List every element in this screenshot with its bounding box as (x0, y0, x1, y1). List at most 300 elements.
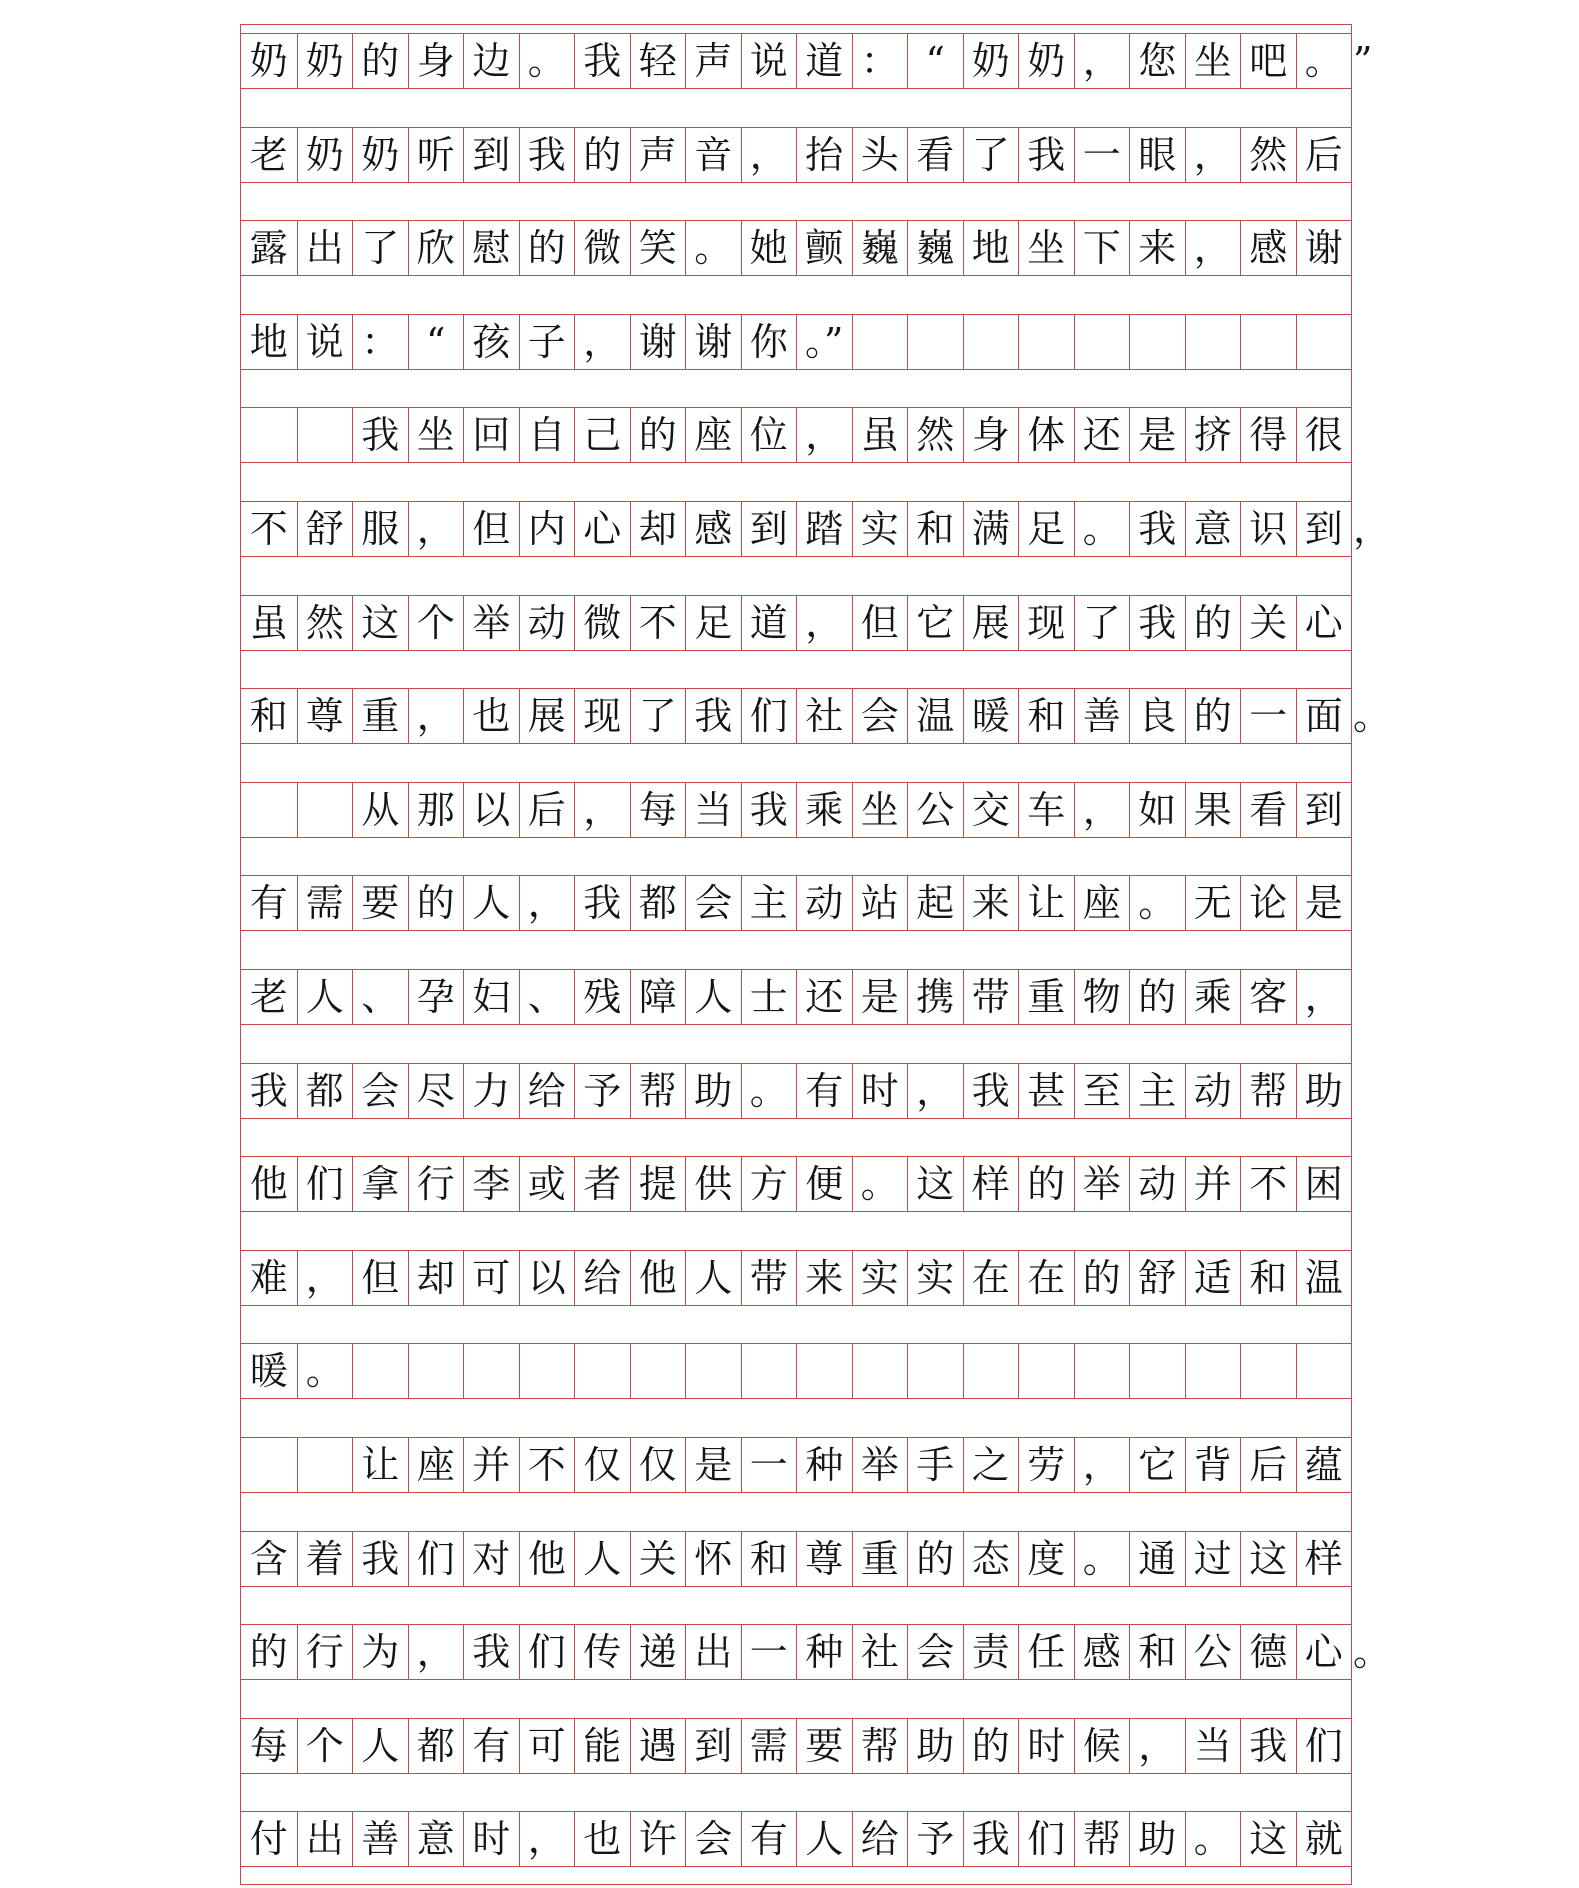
grid-cell: 一 (741, 1438, 797, 1492)
grid-cell: 吧 (1240, 34, 1296, 88)
grid-cell (907, 315, 963, 369)
grid-cell: 助 (685, 1064, 741, 1118)
grid-cell: 人 (352, 1719, 408, 1773)
grid-cell: 我 (519, 128, 575, 182)
grid-cell: 举 (852, 1438, 908, 1492)
grid-cell: ， (1185, 128, 1241, 182)
grid-cell: 时 (852, 1064, 908, 1118)
grid-cell: 出 (297, 1812, 353, 1866)
grid-cell: 我 (963, 1064, 1019, 1118)
grid-cell: ， (907, 1064, 963, 1118)
grid-cell: 举 (463, 596, 519, 650)
grid-cell: 和 (1129, 1625, 1185, 1679)
grid-cell: 和 (1018, 689, 1074, 743)
grid-cell (852, 315, 908, 369)
grid-cell (796, 1344, 852, 1398)
grid-cell: 助 (1129, 1812, 1185, 1866)
grid-cell: 孩 (463, 315, 519, 369)
grid-cell: 。 (1074, 502, 1130, 556)
grid-cell: ， (519, 876, 575, 930)
grid-cell: 他 (519, 1532, 575, 1586)
grid-cell (574, 1344, 630, 1398)
grid-cell: 态 (963, 1532, 1019, 1586)
grid-cell: 奶 (963, 34, 1019, 88)
grid-cell: 行 (408, 1157, 464, 1211)
grid-cell: ， (796, 596, 852, 650)
grid-cell: 的 (1185, 596, 1241, 650)
grid-cell: ： (352, 315, 408, 369)
grid-cell: 可 (463, 1251, 519, 1305)
grid-cell: 抬 (796, 128, 852, 182)
grid-cell: 到 (685, 1719, 741, 1773)
grid-cell: 主 (1129, 1064, 1185, 1118)
grid-cell: 帮 (630, 1064, 686, 1118)
grid-cell: 地 (249, 319, 288, 364)
grid-cell (297, 1438, 353, 1492)
grid-cell: 站 (852, 876, 908, 930)
hanging-punctuation: ， (1353, 507, 1392, 551)
grid-cell: 不 (519, 1438, 575, 1492)
grid-cell: 不 (1240, 1157, 1296, 1211)
grid-cell: 我 (352, 1532, 408, 1586)
grid-cell: 我 (1240, 1719, 1296, 1773)
grid-cell: 行 (297, 1625, 353, 1679)
grid-cell: 内 (519, 502, 575, 556)
grid-cell (907, 1344, 963, 1398)
grid-cell: 它 (1129, 1438, 1185, 1492)
grid-cell: 我 (1129, 596, 1185, 650)
grid-cell: 责 (963, 1625, 1019, 1679)
grid-cell: 乘 (796, 783, 852, 837)
manuscript-row (241, 407, 1351, 463)
grid-cell: 得 (1240, 408, 1296, 462)
grid-cell: 无 (1185, 876, 1241, 930)
grid-cell: 过 (1185, 1532, 1241, 1586)
grid-cell: 很 (1296, 408, 1352, 462)
grid-cell: 这 (907, 1157, 963, 1211)
grid-cell: 一 (1074, 128, 1130, 182)
grid-cell: 样 (1296, 1532, 1352, 1586)
grid-cell: 我 (249, 1068, 288, 1113)
grid-cell: 到 (463, 128, 519, 182)
grid-cell: 手 (907, 1438, 963, 1492)
grid-cell: 帮 (1074, 1812, 1130, 1866)
grid-cell: 体 (1018, 408, 1074, 462)
grid-cell (1129, 315, 1185, 369)
grid-cell: 公 (1185, 1625, 1241, 1679)
grid-cell: 来 (963, 876, 1019, 930)
grid-cell: 感 (1074, 1625, 1130, 1679)
grid-cell: “ (907, 34, 963, 88)
grid-cell: 看 (907, 128, 963, 182)
grid-cell: 客 (1240, 970, 1296, 1024)
manuscript-row (241, 688, 1392, 744)
grid-cell: 予 (907, 1812, 963, 1866)
grid-cell: 从 (352, 783, 408, 837)
grid-cell: 实 (852, 1251, 908, 1305)
grid-cell (963, 315, 1019, 369)
grid-cell: ， (1296, 970, 1352, 1024)
grid-cell: ， (574, 783, 630, 837)
grid-cell: 展 (519, 689, 575, 743)
grid-cell: 展 (963, 596, 1019, 650)
grid-cell: 个 (408, 596, 464, 650)
grid-cell: 给 (519, 1064, 575, 1118)
grid-cell (1296, 1344, 1352, 1398)
grid-cell: 种 (796, 1438, 852, 1492)
hanging-punctuation: 。 (1353, 1630, 1392, 1675)
grid-cell: 谢 (685, 315, 741, 369)
grid-cell: 并 (1185, 1157, 1241, 1211)
grid-cell: 坐 (1018, 221, 1074, 275)
grid-cell: 足 (1018, 502, 1074, 556)
grid-cell: 当 (685, 783, 741, 837)
grid-cell: 会 (907, 1625, 963, 1679)
grid-cell: 重 (852, 1532, 908, 1586)
grid-cell (1240, 315, 1296, 369)
grid-cell: 物 (1074, 970, 1130, 1024)
grid-cell: 。 (741, 1064, 797, 1118)
grid-cell: 却 (630, 502, 686, 556)
grid-cell: 仅 (574, 1438, 630, 1492)
grid-cell: 果 (1185, 783, 1241, 837)
grid-cell: 每 (249, 1723, 288, 1768)
grid-cell: ， (741, 128, 797, 182)
grid-cell: 我 (963, 1812, 1019, 1866)
grid-cell: 怀 (685, 1532, 741, 1586)
grid-cell: 以 (519, 1251, 575, 1305)
grid-cell: 要 (352, 876, 408, 930)
manuscript-row (241, 595, 1351, 651)
grid-cell: 背 (1185, 1438, 1241, 1492)
grid-cell (1074, 315, 1130, 369)
grid-cell: 足 (685, 596, 741, 650)
grid-cell: 会 (685, 876, 741, 930)
grid-cell: 在 (1018, 1251, 1074, 1305)
grid-cell (463, 1344, 519, 1398)
grid-cell: 奶 (352, 128, 408, 182)
grid-cell: 给 (574, 1251, 630, 1305)
grid-cell: 方 (741, 1157, 797, 1211)
grid-cell: 来 (796, 1251, 852, 1305)
grid-cell: 边 (463, 34, 519, 88)
grid-cell: 听 (408, 128, 464, 182)
grid-cell: 候 (1074, 1719, 1130, 1773)
hanging-punctuation: 。 (1353, 694, 1392, 739)
manuscript-row (241, 1437, 1351, 1493)
grid-cell: 出 (297, 221, 353, 275)
grid-cell: 。 (685, 221, 741, 275)
grid-cell: 时 (463, 1812, 519, 1866)
grid-cell: ： (852, 34, 908, 88)
grid-cell: 。 (519, 34, 575, 88)
manuscript-row (241, 1811, 1351, 1867)
grid-cell: 可 (519, 1719, 575, 1773)
grid-cell: 颤 (796, 221, 852, 275)
grid-cell: 是 (1129, 408, 1185, 462)
grid-cell: 实 (907, 1251, 963, 1305)
grid-cell: 了 (352, 221, 408, 275)
grid-cell: 度 (1018, 1532, 1074, 1586)
manuscript-row (241, 1624, 1392, 1680)
grid-cell: 的 (249, 1630, 288, 1675)
grid-cell: 这 (1240, 1532, 1296, 1586)
grid-cell: 任 (1018, 1625, 1074, 1679)
grid-cell (1074, 1344, 1130, 1398)
grid-cell: 良 (1129, 689, 1185, 743)
grid-cell: 们 (408, 1532, 464, 1586)
grid-cell: 不 (249, 507, 288, 551)
grid-cell: 动 (519, 596, 575, 650)
grid-cell: 都 (630, 876, 686, 930)
grid-cell (519, 1344, 575, 1398)
grid-cell: 回 (463, 408, 519, 462)
manuscript-row (241, 1063, 1351, 1119)
grid-cell: 坐 (852, 783, 908, 837)
grid-cell: 有 (796, 1064, 852, 1118)
grid-cell: 们 (1296, 1719, 1352, 1773)
grid-cell: 的 (1185, 689, 1241, 743)
manuscript-row (241, 875, 1351, 931)
grid-cell: 和 (1240, 1251, 1296, 1305)
grid-cell: 人 (574, 1532, 630, 1586)
grid-cell: 微 (574, 221, 630, 275)
grid-cell: 和 (741, 1532, 797, 1586)
grid-cell: 微 (574, 596, 630, 650)
grid-cell: 出 (685, 1625, 741, 1679)
grid-cell: 甚 (1018, 1064, 1074, 1118)
grid-cell: 然 (297, 596, 353, 650)
grid-cell: 的 (907, 1532, 963, 1586)
grid-cell (1018, 315, 1074, 369)
grid-cell: 尽 (408, 1064, 464, 1118)
grid-cell: 位 (741, 408, 797, 462)
grid-cell: 动 (1129, 1157, 1185, 1211)
grid-cell: 的 (352, 34, 408, 88)
grid-cell: 奶 (249, 39, 288, 83)
grid-cell: 我 (741, 783, 797, 837)
grid-cell: 我 (1018, 128, 1074, 182)
grid-cell: 乘 (1185, 970, 1241, 1024)
grid-cell: ， (519, 1812, 575, 1866)
grid-cell: 一 (1240, 689, 1296, 743)
grid-cell: ， (574, 315, 630, 369)
grid-cell: 会 (852, 689, 908, 743)
grid-cell: 动 (1185, 1064, 1241, 1118)
grid-cell: 后 (1296, 128, 1352, 182)
grid-cell: 社 (852, 1625, 908, 1679)
grid-cell: 音 (685, 128, 741, 182)
grid-cell: 的 (630, 408, 686, 462)
grid-cell: 便 (796, 1157, 852, 1211)
grid-cell: 力 (463, 1064, 519, 1118)
grid-cell: 身 (963, 408, 1019, 462)
grid-cell: 还 (796, 970, 852, 1024)
grid-cell: 有 (249, 881, 288, 926)
grid-cell: 要 (796, 1719, 852, 1773)
grid-cell: 奶 (297, 34, 353, 88)
grid-cell (1296, 315, 1352, 369)
grid-cell: 她 (741, 221, 797, 275)
grid-cell: 然 (907, 408, 963, 462)
grid-cell: 关 (630, 1532, 686, 1586)
grid-cell: 善 (352, 1812, 408, 1866)
grid-cell: 障 (630, 970, 686, 1024)
grid-cell: 我 (352, 408, 408, 462)
grid-cell: 心 (1296, 1625, 1352, 1679)
grid-cell: ， (796, 408, 852, 462)
grid-cell: 我 (685, 689, 741, 743)
grid-cell: ， (1074, 34, 1130, 88)
hanging-punctuation: ” (1353, 39, 1373, 83)
grid-cell: 暖 (249, 1349, 288, 1394)
grid-cell: 到 (1296, 502, 1352, 556)
grid-cell: ， (1129, 1719, 1185, 1773)
grid-cell: 给 (852, 1812, 908, 1866)
grid-cell: 不 (630, 596, 686, 650)
grid-cell: 起 (907, 876, 963, 930)
grid-cell: 劳 (1018, 1438, 1074, 1492)
grid-cell: 当 (1185, 1719, 1241, 1773)
grid-cell: 奶 (297, 128, 353, 182)
grid-cell: 挤 (1185, 408, 1241, 462)
grid-cell: 踏 (796, 502, 852, 556)
grid-cell: 座 (685, 408, 741, 462)
grid-cell (1018, 1344, 1074, 1398)
manuscript-row (241, 1343, 1351, 1399)
grid-cell: 助 (1296, 1064, 1352, 1118)
grid-cell: ， (297, 1251, 353, 1305)
grid-cell: 识 (1240, 502, 1296, 556)
grid-cell: 予 (574, 1064, 630, 1118)
grid-cell: 以 (463, 783, 519, 837)
grid-cell: 舒 (297, 502, 353, 556)
grid-cell: 者 (574, 1157, 630, 1211)
grid-cell: 尊 (297, 689, 353, 743)
grid-cell: 助 (907, 1719, 963, 1773)
grid-cell: 道 (741, 596, 797, 650)
grid-cell: 为 (352, 1625, 408, 1679)
grid-cell: 谢 (1296, 221, 1352, 275)
grid-cell: 通 (1129, 1532, 1185, 1586)
grid-cell: 您 (1129, 34, 1185, 88)
grid-cell: 们 (519, 1625, 575, 1679)
grid-cell: 道 (796, 34, 852, 88)
grid-cell: 是 (852, 970, 908, 1024)
grid-cell: 对 (463, 1532, 519, 1586)
grid-cell (1240, 1344, 1296, 1398)
grid-cell: “ (408, 315, 464, 369)
grid-cell (630, 1344, 686, 1398)
grid-cell: 的 (519, 221, 575, 275)
grid-cell: 个 (297, 1719, 353, 1773)
grid-cell: 来 (1129, 221, 1185, 275)
grid-cell: 人 (685, 970, 741, 1024)
manuscript-row (241, 1156, 1351, 1212)
grid-cell: 也 (463, 689, 519, 743)
grid-cell: 意 (1185, 502, 1241, 556)
grid-cell: 难 (249, 1255, 288, 1300)
grid-cell: 然 (1240, 128, 1296, 182)
manuscript-row (241, 33, 1373, 89)
grid-cell: 还 (1074, 408, 1130, 462)
grid-cell: 虽 (249, 600, 288, 645)
grid-cell (1185, 1344, 1241, 1398)
grid-cell: 是 (1296, 876, 1352, 930)
grid-cell: 德 (1240, 1625, 1296, 1679)
grid-cell (685, 1344, 741, 1398)
grid-cell: 但 (852, 596, 908, 650)
grid-cell: 样 (963, 1157, 1019, 1211)
grid-cell: 坐 (1185, 34, 1241, 88)
grid-cell: 让 (1018, 876, 1074, 930)
grid-cell: 坐 (408, 408, 464, 462)
grid-cell: 许 (630, 1812, 686, 1866)
grid-cell: 了 (630, 689, 686, 743)
grid-cell: 着 (297, 1532, 353, 1586)
grid-cell (241, 1438, 297, 1492)
grid-cell: 。” (796, 315, 852, 369)
grid-cell: 重 (352, 689, 408, 743)
grid-cell: ， (1185, 221, 1241, 275)
grid-cell: 后 (1240, 1438, 1296, 1492)
grid-cell: 的 (1074, 1251, 1130, 1305)
grid-cell: 人 (463, 876, 519, 930)
grid-cell: 但 (463, 502, 519, 556)
grid-cell: 服 (352, 502, 408, 556)
grid-cell: 但 (352, 1251, 408, 1305)
grid-cell: 蕴 (1296, 1438, 1352, 1492)
grid-cell: 是 (685, 1438, 741, 1492)
grid-cell: 慰 (463, 221, 519, 275)
grid-cell: 公 (907, 783, 963, 837)
grid-cell: 提 (630, 1157, 686, 1211)
grid-cell: 你 (741, 315, 797, 369)
grid-cell: 轻 (630, 34, 686, 88)
grid-cell: 感 (1240, 221, 1296, 275)
grid-cell: 之 (963, 1438, 1019, 1492)
grid-cell: ， (408, 502, 464, 556)
grid-cell: 的 (574, 128, 630, 182)
grid-cell: 舒 (1129, 1251, 1185, 1305)
grid-cell: 说 (297, 315, 353, 369)
grid-cell: 了 (1074, 596, 1130, 650)
grid-cell: 付 (249, 1817, 288, 1862)
grid-cell: 意 (408, 1812, 464, 1866)
grid-cell: 座 (1074, 876, 1130, 930)
grid-cell (963, 1344, 1019, 1398)
grid-cell: 巍 (907, 221, 963, 275)
grid-cell: 它 (907, 596, 963, 650)
grid-cell: 感 (685, 502, 741, 556)
grid-cell: 人 (297, 970, 353, 1024)
grid-cell: 。 (1296, 34, 1352, 88)
grid-cell: 自 (519, 408, 575, 462)
grid-cell: ， (1074, 783, 1130, 837)
grid-cell: 谢 (630, 315, 686, 369)
grid-cell: 、 (519, 970, 575, 1024)
grid-cell: 会 (685, 1812, 741, 1866)
grid-cell: 拿 (352, 1157, 408, 1211)
grid-cell: 带 (963, 970, 1019, 1024)
grid-cell: 了 (963, 128, 1019, 182)
grid-cell: 和 (907, 502, 963, 556)
grid-cell: 困 (1296, 1157, 1352, 1211)
grid-cell: 现 (1018, 596, 1074, 650)
grid-cell: 并 (463, 1438, 519, 1492)
grid-cell: 就 (1296, 1812, 1352, 1866)
grid-cell: 我 (574, 876, 630, 930)
